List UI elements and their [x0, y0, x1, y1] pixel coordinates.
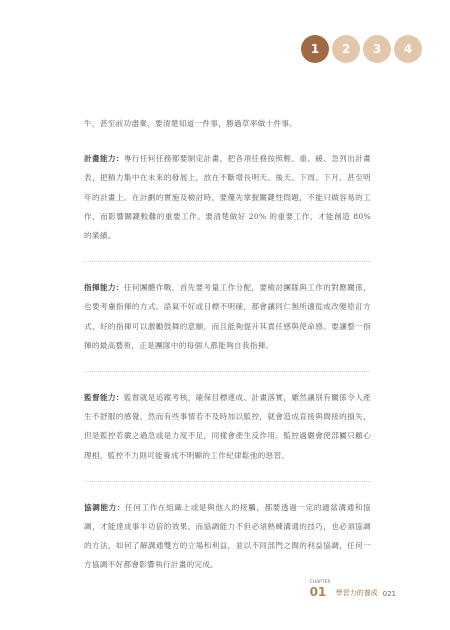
planning-paragraph: [84, 149, 371, 245]
page-number: 021: [382, 590, 396, 598]
chapter-tab-4[interactable]: 4: [394, 35, 422, 63]
chapter-tabs: [301, 35, 422, 63]
supervision-text: 監督就是追蹤考核，確保目標達成、計畫落實，雖然讓別有關係令人產生不舒服的感覺，然而有些事情若不及時加以監控，就會造成直接與間接的損失，但是監控若嚴之過急或是力度不足，同樣會產生反作用。監控過嚴會使部屬只顧心理相，監控不力則可能養成不明顯的工作紀律鬆弛的惡習。: [84, 393, 372, 460]
planning-term: 計畫能力：: [84, 154, 124, 164]
chapter-tab-3[interactable]: 3: [363, 35, 391, 63]
supervision-section: [84, 388, 371, 465]
negotiation-term: 協調能力：: [84, 502, 126, 512]
intro-paragraph: 牛，甚至前功盡棄，要清楚知道一件事，勝過草率做十件事。: [84, 119, 298, 128]
negotiation-paragraph: [84, 498, 371, 575]
coordination-section: [84, 278, 371, 355]
chapter-marker: [310, 580, 331, 598]
section-divider: [84, 481, 371, 482]
chapter-number: 01: [309, 585, 327, 599]
negotiation-section: [84, 498, 371, 575]
chapter-tab-1[interactable]: 1: [301, 35, 329, 63]
supervision-paragraph: [84, 388, 371, 465]
coordination-paragraph: [84, 278, 371, 355]
chapter-label: CHAPTER: [309, 580, 331, 585]
chapter-title: 學習力的養成: [335, 589, 378, 597]
coordination-term: 指揮能力：: [84, 283, 124, 293]
supervision-term: 監督能力：: [84, 393, 124, 403]
planning-text: 專行任何任務都要制定計畫，把各項任務按照輕、重、緩、急列出計畫表，把精力集中在未來的發展上，放在不斷增長明天、後天、下周、下月、甚至明年的計畫上。在計劃的實施及檢討時，要優先掌握關鍵性問題，不能只做容易的工作，而影響關鍵較難的重要工作。要清楚做好 20% 的重要工作，才能創造 80% 的業績。: [84, 154, 372, 241]
chapter-tab-2[interactable]: 2: [332, 35, 360, 63]
page-footer: [310, 580, 396, 598]
negotiation-text: 任何工作在組織上或是與他人的接觸，都要透過一定的適當溝通和協調，才能達成事半功倍的效果。而協調能力不但必須熟練溝通的技巧，也必須協調的方法，如何了解溝通雙方的立場和利益，並以不同部門之間的利益協調，任何一方協調不好都會影響執行計畫的完成。: [84, 502, 371, 570]
planning-section: [84, 149, 371, 245]
coordination-text: 任何團體作戰，首先要考量工作分配，要檢討團隊與工作的對應關係，也要考慮指揮的方式。語氣不好或目標不明確，都會讓同仁無所適從或改變原訂方式，好的指揮可以激勵鼓舞的意願，而且能夠提升其責任感與使命感。要讓整一指揮的最高藝術，正是團隊中的每個人都能夠自我指揮。: [84, 283, 372, 350]
section-divider: [84, 261, 371, 262]
page-content: [84, 114, 371, 591]
section-divider: [84, 371, 371, 372]
